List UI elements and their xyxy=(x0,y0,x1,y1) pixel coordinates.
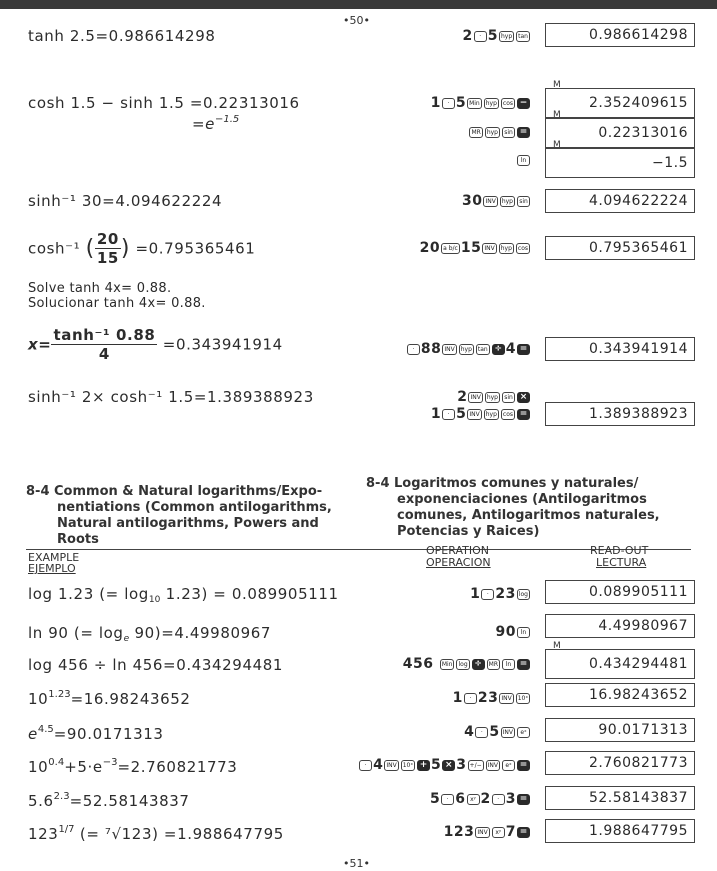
example-ln90 xyxy=(28,624,271,644)
readout-10pow123: 16.98243652 xyxy=(545,683,695,707)
inv-key-icon: INV xyxy=(386,762,397,769)
hyp-key-icon: hyp xyxy=(485,100,497,107)
example-tanh: tanh 2.5=0.986614298 xyxy=(28,27,216,45)
ex-key-icon: eˣ xyxy=(502,760,515,771)
example-epow45 xyxy=(28,724,164,743)
decimal-key-icon: · xyxy=(464,693,477,704)
hyp-key-icon: hyp xyxy=(485,411,497,418)
heading-en-line3: Natural antilogarithms, Powers and Roots xyxy=(57,516,319,547)
inv-key-icon: INV xyxy=(485,198,496,205)
decimal-key-icon: · xyxy=(492,794,505,805)
10x-key-icon: 10ˣ xyxy=(402,762,414,769)
operation-cosh-3 xyxy=(516,152,531,168)
log-key-icon: log xyxy=(518,591,528,598)
memory-flag: M xyxy=(553,140,562,150)
solve-note-es: Solucionar tanh 4x= 0.88. xyxy=(28,296,206,311)
tan-key-icon: tan xyxy=(477,346,488,353)
section-heading-es xyxy=(366,476,696,540)
readout-value: 2.352409615 xyxy=(588,95,688,111)
readout-10pow04: 2.760821773 xyxy=(545,751,695,775)
hyp-key-icon: hyp xyxy=(486,129,498,136)
readout-asinh-times: 1.389388923 xyxy=(545,402,695,426)
example-log123 xyxy=(28,585,339,605)
inv-key-icon: INV xyxy=(502,729,513,736)
sin-key-icon: sin xyxy=(502,392,515,403)
fraction-numerator: tanh⁻¹ 0.88 xyxy=(53,326,156,344)
power-result: =2.760821773 xyxy=(117,758,238,776)
top-shadow-bar xyxy=(0,0,717,9)
decimal-key-icon: · xyxy=(407,344,420,355)
fraction-denominator: 15 xyxy=(96,249,119,267)
e-power-text: =e xyxy=(192,115,215,133)
section-heading-en xyxy=(26,484,356,548)
memory-flag: M xyxy=(553,110,562,120)
inv-key-icon: INV xyxy=(470,394,481,401)
min-key-icon: Min xyxy=(469,100,480,107)
hyp-key-icon: hyp xyxy=(501,198,513,205)
power-result: (= ⁷√123) =1.988647795 xyxy=(74,825,284,843)
tan-key-icon: tan xyxy=(518,33,528,40)
readout-123root7: 1.988647795 xyxy=(545,819,695,843)
operation-asinh-times-1: 2 INV hyp sin × xyxy=(457,389,531,405)
minus-key-icon: − xyxy=(517,98,530,109)
hyp-key-icon: hyp xyxy=(500,33,513,40)
readout-56pow23: 52.58143837 xyxy=(545,786,695,810)
solve-note-en: Solve tanh 4x= 0.88. xyxy=(28,281,172,296)
times-key-icon: × xyxy=(442,760,455,771)
xy-key-icon: xʸ xyxy=(492,827,505,838)
readout-cosh-2 xyxy=(545,110,695,148)
heading-es-line2: exponenciaciones (Antilogaritmos xyxy=(397,492,647,507)
ln90-text: ln 90 (= log xyxy=(28,624,124,642)
divide-key-icon: ÷ xyxy=(472,659,485,670)
log123-result: 1.23) = 0.089905111 xyxy=(160,585,339,603)
readout-cosh-1 xyxy=(545,80,695,118)
decimal-key-icon: · xyxy=(474,31,487,42)
readout-value: 0.22313016 xyxy=(598,125,688,141)
readout-ln90: 4.49980967 xyxy=(545,614,695,638)
power-base: 10 xyxy=(28,690,49,708)
operation-123root7: 123 INV xʸ 7 = xyxy=(444,824,531,840)
equals-key-icon: = xyxy=(517,659,530,670)
acosh-result: =0.795365461 xyxy=(135,239,256,258)
plus-key-icon: + xyxy=(417,760,430,771)
page-number-bottom: •51• xyxy=(343,857,370,870)
ln-base-subscript: e xyxy=(123,634,130,644)
operation-cosh-2 xyxy=(468,124,531,140)
example-atanh xyxy=(28,326,283,363)
power-exponent: 0.4 xyxy=(48,757,65,768)
example-cosh-minus-sinh: cosh 1.5 − sinh 1.5 =0.22313016 xyxy=(28,94,300,112)
operation-atanh: · 88 INV hyp tan ÷ 4 = xyxy=(406,341,531,357)
operation-asinh-times-2: 1 · 5 INV hyp cos = xyxy=(431,406,531,422)
operation-log456: 456 Min log ÷ MR ln = xyxy=(403,656,531,672)
memory-flag: M xyxy=(553,641,562,651)
cos-key-icon: cos xyxy=(517,245,528,252)
operation-10pow04: · 4 INV 10ˣ + 5 × 3 +/− INV eˣ = xyxy=(358,757,531,773)
ln-key-icon: ln xyxy=(502,659,515,670)
acosh-fraction xyxy=(95,230,121,267)
col-example-en: EXAMPLE xyxy=(28,551,80,564)
heading-es-line4: Potencias y Raices) xyxy=(397,524,540,539)
heading-en-line1: 8-4 Common & Natural logarithms/Expo- xyxy=(26,484,323,499)
inv-key-icon: INV xyxy=(501,695,512,702)
example-123root7 xyxy=(28,824,284,843)
equals-key-icon: = xyxy=(517,344,530,355)
heading-es-line1: 8-4 Logaritmos comunes y naturales/ xyxy=(366,476,639,491)
operation-epow45: 4 · 5 INV eˣ xyxy=(464,724,531,740)
abc-key-icon: a b/c xyxy=(443,245,458,252)
power-result: =52.58143837 xyxy=(69,792,190,810)
heading-es-line3: comunes, Antilogaritmos naturales, xyxy=(397,508,660,523)
times-key-icon: × xyxy=(517,392,530,403)
equals-key-icon: = xyxy=(517,827,530,838)
heading-en-line2: nentiations (Common antilogarithms, xyxy=(57,500,332,515)
decimal-key-icon: · xyxy=(442,409,455,420)
readout-value: −1.5 xyxy=(652,155,688,171)
col-readout-es: LECTURA xyxy=(596,556,647,569)
readout-log456 xyxy=(545,641,695,679)
cos-key-icon: cos xyxy=(502,411,513,418)
10x-key-icon: 10ˣ xyxy=(517,695,528,702)
atanh-fraction xyxy=(51,326,157,363)
sin-key-icon: sin xyxy=(502,127,515,138)
example-asinh-times-acosh: sinh⁻¹ 2× cosh⁻¹ 1.5=1.389388923 xyxy=(28,388,314,406)
log-base-subscript: 10 xyxy=(148,595,161,605)
example-e-power xyxy=(192,114,239,133)
power-exponent: 1/7 xyxy=(58,824,75,835)
sin-key-icon: sin xyxy=(517,196,530,207)
readout-epow45: 90.0171313 xyxy=(545,718,695,742)
readout-value: 0.434294481 xyxy=(588,656,688,672)
log-key-icon: log xyxy=(458,661,468,668)
example-asinh: sinh⁻¹ 30=4.094622224 xyxy=(28,192,223,210)
power-base: 5.6 xyxy=(28,792,54,810)
readout-tanh: 0.986614298 xyxy=(545,23,695,47)
power-exponent-2: −3 xyxy=(102,757,118,768)
xy-key-icon: xʸ xyxy=(467,794,480,805)
ln-key-icon: ln xyxy=(517,627,530,638)
inv-key-icon: INV xyxy=(469,411,480,418)
power-base: 123 xyxy=(28,825,59,843)
operation-10pow123: 1 · 23 INV 10ˣ xyxy=(452,690,528,706)
equals-key-icon: = xyxy=(517,409,530,420)
operation-acosh: 20 a b/c 15 INV hyp cos xyxy=(419,240,528,256)
ln90-result: 90)=4.49980967 xyxy=(129,624,272,642)
x-equals: x= xyxy=(28,335,52,354)
power-result: =16.98243652 xyxy=(70,690,191,708)
example-10pow04 xyxy=(28,757,237,776)
acosh-prefix: cosh⁻¹ xyxy=(28,239,81,258)
equals-key-icon: = xyxy=(517,760,530,771)
readout-asinh: 4.094622224 xyxy=(545,189,695,213)
cos-key-icon: cos xyxy=(502,100,513,107)
e-power-exponent: −1.5 xyxy=(215,114,240,125)
power-exponent: 4.5 xyxy=(37,724,54,735)
power-exponent: 2.3 xyxy=(53,791,70,802)
fraction-denominator: 4 xyxy=(98,345,110,363)
inv-key-icon: INV xyxy=(444,346,455,353)
inv-key-icon: INV xyxy=(477,829,488,836)
operation-56pow23: 5 · 6 xʸ 2 · 3 = xyxy=(430,791,531,807)
decimal-key-icon: · xyxy=(359,760,372,771)
sign-key-icon: +/− xyxy=(469,762,482,769)
mr-key-icon: MR xyxy=(488,661,498,668)
memory-flag: M xyxy=(553,80,562,90)
decimal-key-icon: · xyxy=(441,794,454,805)
hyp-key-icon: hyp xyxy=(500,245,512,252)
readout-acosh: 0.795365461 xyxy=(545,236,695,260)
operation-tanh: 2 · 5 hyp tan xyxy=(462,28,528,44)
operation-log123: 1 · 23 log xyxy=(470,586,528,602)
power-base: 10 xyxy=(28,758,49,776)
atanh-result: =0.343941914 xyxy=(162,335,283,354)
inv-key-icon: INV xyxy=(487,762,498,769)
log123-text: log 1.23 (= log xyxy=(28,585,149,603)
decimal-key-icon: · xyxy=(442,98,455,109)
hyp-key-icon: hyp xyxy=(460,346,472,353)
min-key-icon: Min xyxy=(441,661,453,668)
readout-cosh-3 xyxy=(545,140,695,178)
decimal-key-icon: · xyxy=(475,727,488,738)
example-acosh: cosh⁻¹ ( $\frac{20}{15}$ ) =0.795365461 xyxy=(28,230,256,267)
example-log456: log 456 ÷ ln 456=0.434294481 xyxy=(28,656,284,674)
col-example-es: EJEMPLO xyxy=(28,562,76,575)
ln-key-icon: ln xyxy=(517,155,530,166)
example-56pow23 xyxy=(28,791,190,810)
power-exponent: 1.23 xyxy=(48,689,71,700)
hyp-key-icon: hyp xyxy=(486,394,498,401)
divide-key-icon: ÷ xyxy=(492,344,505,355)
col-readout-en: READ-OUT xyxy=(590,544,649,557)
decimal-key-icon: · xyxy=(481,589,494,600)
operation-ln90: 90 ln xyxy=(496,624,531,640)
power-base: e xyxy=(28,725,38,743)
equals-key-icon: = xyxy=(517,794,530,805)
readout-log123: 0.089905111 xyxy=(545,580,695,604)
readout-atanh: 0.343941914 xyxy=(545,337,695,361)
col-operation-es: OPERACION xyxy=(426,556,491,569)
ex-key-icon: eˣ xyxy=(517,727,530,738)
operation-asinh: 30 INV hyp sin xyxy=(462,193,531,209)
operation-cosh-1: 1 · 5 Min hyp cos − xyxy=(431,95,531,111)
power-middle: +5·e xyxy=(64,758,103,776)
equals-key-icon: = xyxy=(517,127,530,138)
fraction-numerator: 20 xyxy=(96,230,119,248)
inv-key-icon: INV xyxy=(484,245,495,252)
power-result: =90.0171313 xyxy=(53,725,164,743)
mr-key-icon: MR xyxy=(471,129,481,136)
col-operation-en: OPERATION xyxy=(426,544,489,557)
page-number-top: •50• xyxy=(343,14,370,27)
example-10pow123 xyxy=(28,689,191,708)
